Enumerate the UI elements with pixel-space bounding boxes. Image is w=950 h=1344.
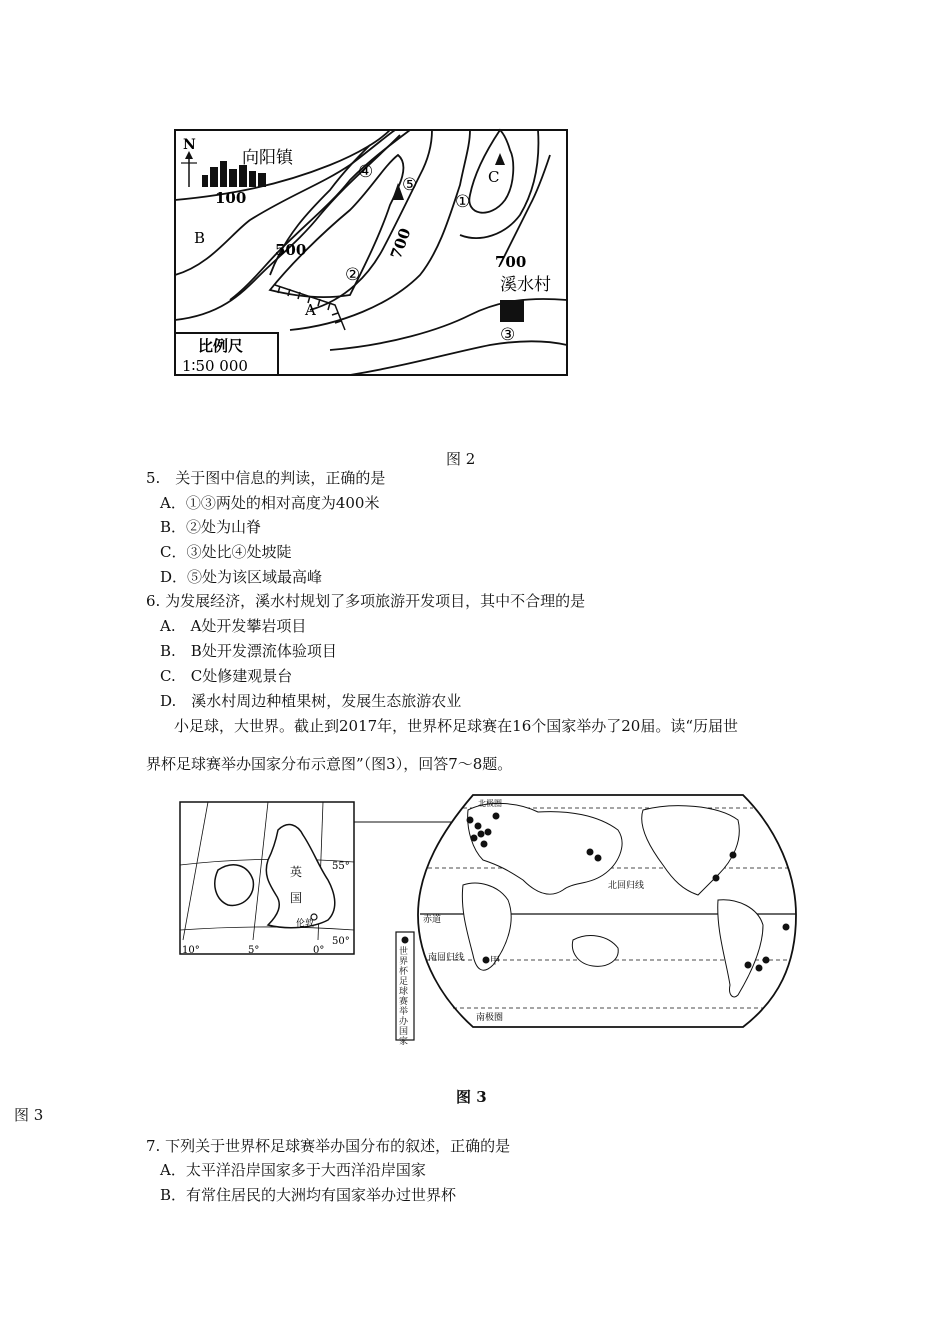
circled-1: ① xyxy=(455,192,471,212)
q5-option-a: A．①③两处的相对高度为400米 xyxy=(160,494,380,512)
intro-line1: 小足球，大世界。截止到2017年，世界杯足球赛在16个国家举办了20届。读“历届世 xyxy=(174,717,739,735)
circled-3: ③ xyxy=(500,325,516,345)
scale-title: 比例尺 xyxy=(198,337,244,355)
q5-option-d: D．⑤处为该区域最高峰 xyxy=(160,568,323,586)
figure3-caption: 图 3 xyxy=(456,1088,487,1106)
contour-500: 500 xyxy=(275,241,307,259)
q7-stem: 7. 下列关于世界杯足球赛举办国分布的叙述，正确的是 xyxy=(146,1137,511,1155)
circled-5: ⑤ xyxy=(402,175,418,195)
legend-text: 世界杯足球赛举办国家 xyxy=(399,947,409,1047)
contour-700b: 700 xyxy=(495,253,527,271)
village-label: 溪水村 xyxy=(500,275,551,295)
q6-option-c: C. C处修建观景台 xyxy=(160,667,293,685)
uk-inset xyxy=(180,802,354,956)
figure3-stray-caption: 图 3 xyxy=(14,1106,44,1124)
village-icon xyxy=(500,300,524,322)
north-label: N xyxy=(183,137,196,153)
contour-700a: 700 xyxy=(386,225,415,262)
equator-label: 赤道 xyxy=(423,915,442,925)
inset-country1: 英 xyxy=(290,865,303,879)
tropic-n-label: 北回归线 xyxy=(608,881,645,891)
point-b: B xyxy=(194,229,206,247)
world-map xyxy=(418,795,796,1027)
inset-lon10: 10° xyxy=(182,945,200,956)
inset-lat55: 55° xyxy=(332,861,350,872)
inset-lon5: 5° xyxy=(248,945,260,956)
q6-option-b: B. B处开发漂流体验项目 xyxy=(160,642,337,660)
inset-lon0: 0° xyxy=(313,945,325,956)
scale-value: 1∶50 000 xyxy=(182,357,248,375)
q6-stem: 6. 为发展经济，溪水村规划了多项旅游开发项目，其中不合理的是 xyxy=(146,592,586,610)
q6-option-d: D. 溪水村周边种植果树，发展生态旅游农业 xyxy=(160,692,462,710)
q5-option-c: C．③处比④处坡陡 xyxy=(160,543,292,561)
q7-option-b: B．有常住居民的大洲均有国家举办过世界杯 xyxy=(160,1186,457,1204)
point-c: C xyxy=(488,168,500,186)
inset-city: 伦敦 xyxy=(296,919,315,929)
q6-option-a: A. A处开发攀岩项目 xyxy=(160,617,307,635)
point-a: A xyxy=(305,301,316,319)
circled-4: ④ xyxy=(358,162,374,182)
arctic-label: 北极圈 xyxy=(478,799,502,808)
ireland-outline xyxy=(215,865,254,906)
jia-label: 甲 xyxy=(490,956,500,967)
inset-country2: 国 xyxy=(290,891,303,905)
figure2-caption: 图 2 xyxy=(446,450,476,468)
intro-line2: 界杯足球赛举办国家分布示意图”（图3），回答7～8题。 xyxy=(146,755,513,773)
inset-lat50: 50° xyxy=(332,936,350,947)
q5-option-b: B．②处为山脊 xyxy=(160,518,262,536)
circled-2: ② xyxy=(345,265,361,285)
figure2-contour-map xyxy=(170,125,570,380)
contour-100: 100 xyxy=(215,189,247,207)
q7-option-a: A．太平洋沿岸国家多于大西洋沿岸国家 xyxy=(160,1161,426,1179)
tropic-s-label: 南回归线 xyxy=(428,953,465,963)
town-label: 向阳镇 xyxy=(242,148,293,168)
figure3-world-map xyxy=(178,790,798,1045)
antarctic-label: 南极圈 xyxy=(476,1013,504,1023)
q5-stem: 5. 关于图中信息的判读，正确的是 xyxy=(146,469,386,487)
